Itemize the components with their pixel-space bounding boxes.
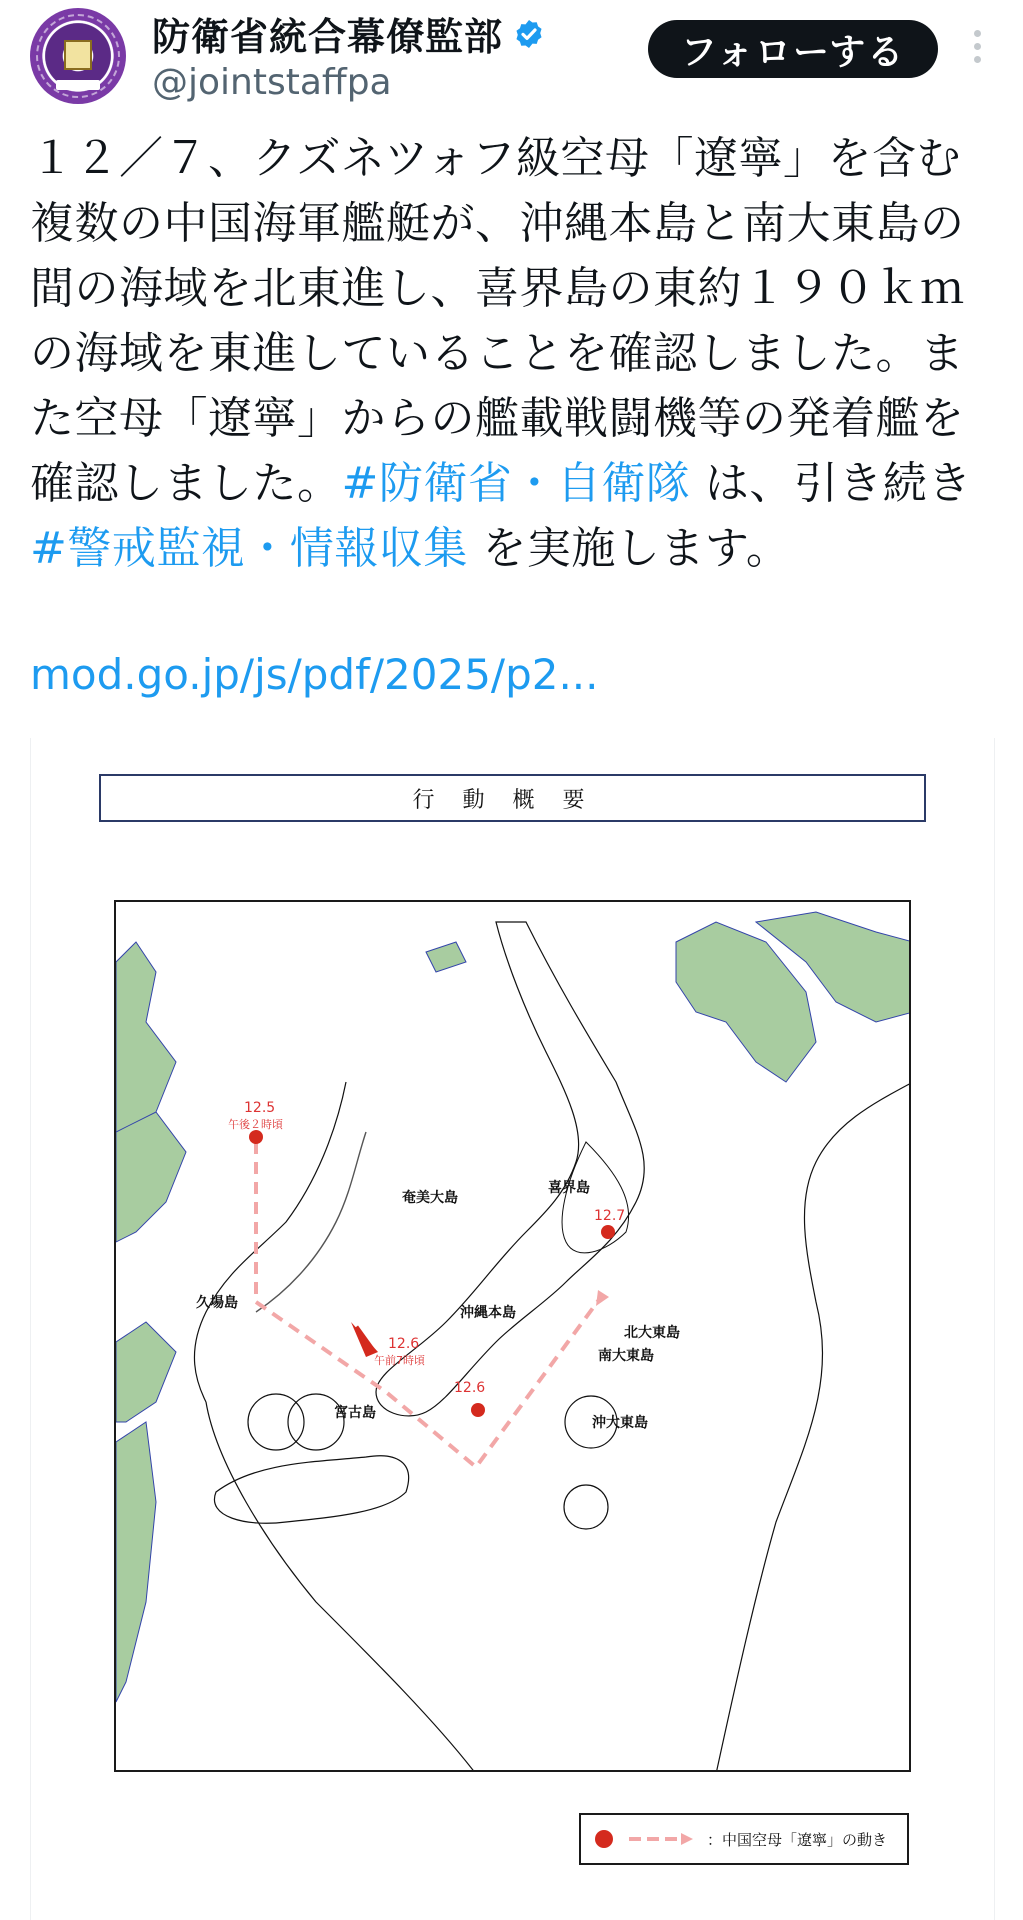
label-amami: 奄美大島 bbox=[402, 1190, 458, 1206]
handle[interactable]: @jointstaffpa bbox=[152, 62, 392, 103]
track-date-label: 12.6 bbox=[388, 1336, 420, 1352]
avatar[interactable] bbox=[30, 8, 126, 104]
tweet-media-image[interactable] bbox=[30, 738, 995, 1920]
track-time-label: 午前7時頃 bbox=[374, 1354, 425, 1367]
track-time-label: 午後２時頃 bbox=[228, 1118, 283, 1131]
map-legend bbox=[579, 1813, 909, 1865]
map-drawing bbox=[116, 902, 911, 1772]
tweet-text-body: １２／７、クズネツォフ級空母「遼寧」を含む複数の中国海軍艦艇が、沖縄本島と南大東島の間の海域を北東進し、喜界島の東約１９０ｋｍの海域を東進していることを確認しました。また空母「遼寧」からの艦載戦闘機等の発着艦を確認しました。 bbox=[30, 133, 965, 509]
legend-dot-icon bbox=[595, 1830, 613, 1848]
label-kitadaito: 北大東島 bbox=[624, 1325, 680, 1341]
label-miyako: 宮古島 bbox=[334, 1405, 376, 1421]
display-name[interactable]: 防衛省統合幕僚監部 bbox=[152, 15, 504, 59]
tweet-text-body: は、引き続き bbox=[690, 458, 972, 509]
track-date-label: 12.6 bbox=[454, 1380, 486, 1396]
avatar-band bbox=[56, 80, 100, 90]
name-row bbox=[152, 6, 545, 61]
track-date-label: 12.7 bbox=[594, 1208, 626, 1224]
map bbox=[114, 900, 911, 1772]
avatar-emblem bbox=[64, 40, 92, 70]
label-kuba: 久場島 bbox=[196, 1295, 238, 1311]
hashtag-link[interactable]: #防衛省・自衛隊 bbox=[341, 458, 691, 509]
more-options-icon[interactable] bbox=[970, 30, 984, 70]
tweet-text bbox=[30, 126, 990, 581]
tweet-header bbox=[0, 0, 1023, 110]
label-minamidaito: 南大東島 bbox=[598, 1348, 654, 1364]
legend-arrow-icon bbox=[627, 1832, 697, 1846]
external-link[interactable]: mod.go.jp/js/pdf/2025/p2... bbox=[30, 650, 599, 699]
label-kikai: 喜界島 bbox=[548, 1180, 590, 1196]
hashtag-link[interactable]: #警戒監視・情報収集 bbox=[30, 523, 468, 574]
verified-badge-icon bbox=[513, 18, 545, 50]
label-okinawa: 沖縄本島 bbox=[460, 1305, 516, 1321]
follow-button[interactable]: フォローする bbox=[648, 20, 938, 78]
label-okidaito: 沖大東島 bbox=[592, 1415, 648, 1431]
legend-text: ：中国空母「遼寧」の動き bbox=[707, 1830, 888, 1849]
doc-title: 行動概要 bbox=[99, 774, 926, 822]
track-date-label: 12.5 bbox=[244, 1100, 276, 1116]
tweet-text-body: を実施します。 bbox=[467, 523, 791, 574]
